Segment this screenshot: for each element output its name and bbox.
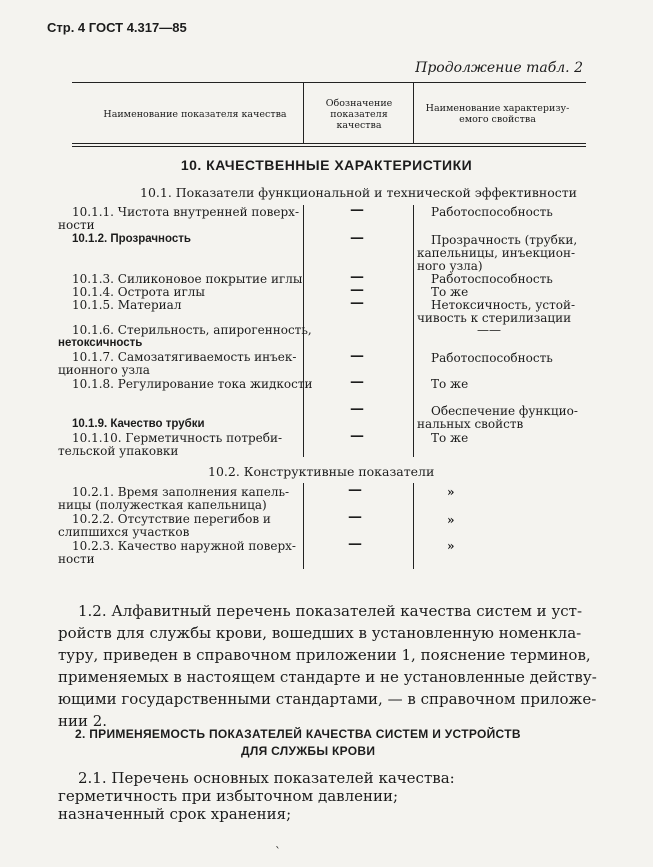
table-body-divider-4 — [413, 483, 414, 569]
row-10-2-2-text: 10.2.2. Отсутствие перегибов и — [72, 512, 271, 526]
row-10-2-2-text-cont: слипшихся участков — [58, 525, 190, 539]
row-10-2-2-property: » — [447, 513, 455, 527]
paragraph-1-2-line-6: нии 2. — [58, 712, 108, 730]
table-head-divider-1 — [303, 83, 304, 144]
row-10-1-8-text: 10.1.8. Регулирование тока жидкости — [72, 377, 313, 391]
row-10-2-2-dash: — — [348, 509, 362, 525]
paragraph-1-2-line-2: ройств для службы крови, вошедших в установленную номенкла- — [58, 624, 582, 642]
row-10-2-1-text: 10.2.1. Время заполнения капель- — [72, 485, 290, 499]
row-10-1-2-property-1: Прозрачность (трубки, — [431, 233, 578, 247]
row-10-1-4-property: То же — [431, 285, 469, 299]
row-10-2-3-text: 10.2.3. Качество наружной поверх- — [72, 539, 296, 553]
row-10-1-9-dash: — — [350, 401, 364, 417]
table-continuation-label: Продолжение табл. 2 — [415, 60, 583, 76]
row-10-1-2-property-2: капельницы, инъекцион- — [417, 246, 576, 260]
row-10-1-2-property-3: ного узла) — [417, 259, 483, 273]
paragraph-1-2-line-1: 1.2. Алфавитный перечень показателей качества систем и уст- — [78, 602, 583, 620]
row-10-1-5-dash: — — [350, 295, 364, 311]
paragraph-1-2-line-5: ющими государственными стандартами, — в справочном приложе- — [58, 690, 597, 708]
paragraph-1-2-line-3: туру, приведен в справочном приложении 1, пояснение терминов, — [58, 646, 591, 664]
paragraph-1-2-line-4: применяемых в настоящем стандарте и не установленные действу- — [58, 668, 597, 686]
row-10-1-7-dash: — — [350, 348, 364, 364]
section-2-title-line-1: 2. ПРИМЕНЯЕМОСТЬ ПОКАЗАТЕЛЕЙ КАЧЕСТВА СИСТЕМ И УСТРОЙСТВ — [75, 727, 521, 741]
table-head-rule-1 — [72, 143, 586, 144]
column-header-name: Наименование показателя качества — [103, 108, 287, 120]
row-10-1-1-dash: — — [350, 202, 364, 218]
row-10-1-1-property: Работоспособность — [431, 205, 553, 219]
section-2-1-line-1: 2.1. Перечень основных показателей качества: — [78, 769, 455, 787]
row-10-1-6-text: 10.1.6. Стерильность, апирогенность, — [72, 323, 312, 337]
row-10-1-3-dash: — — [350, 269, 364, 285]
row-10-1-1-text: 10.1.1. Чистота внутренней поверх- — [72, 205, 299, 219]
row-10-1-2-text: 10.1.2. Прозрачность — [72, 233, 191, 245]
row-10-1-7-text: 10.1.7. Самозатягиваемость инъек- — [72, 350, 297, 364]
row-10-2-1-property: » — [447, 485, 455, 499]
row-10-1-10-text-cont: тельской упаковки — [58, 444, 179, 458]
table-head-divider-2 — [413, 83, 414, 144]
row-10-1-5-property-3: —— — [477, 323, 501, 337]
row-10-1-8-property: То же — [431, 377, 469, 391]
row-10-1-6-text-cont: нетоксичность — [58, 337, 143, 349]
row-10-1-7-text-cont: ционного узла — [58, 363, 150, 377]
row-10-1-8-dash: — — [350, 374, 364, 390]
section-2-1-line-2: герметичность при избыточном давлении; — [58, 787, 399, 805]
table-body-divider-2 — [413, 205, 414, 457]
row-10-1-9-property-1: Обеспечение функцио- — [431, 404, 578, 418]
row-10-1-2-dash: — — [350, 230, 364, 246]
row-10-1-4-dash: — — [350, 282, 364, 298]
row-10-1-10-dash: — — [350, 428, 364, 444]
subsection-10-1-title: 10.1. Показатели функциональной и технической эффективности — [140, 185, 577, 200]
row-10-2-3-dash: — — [348, 536, 362, 552]
row-10-1-9-property-2: нальных свойств — [417, 417, 524, 431]
section-2-1-line-3: назначенный срок хранения; — [58, 805, 292, 823]
row-10-2-3-text-cont: ности — [58, 552, 95, 566]
page-header: Стр. 4 ГОСТ 4.317—85 — [47, 20, 187, 35]
column-header-designation: Обозначение показателя качества — [325, 97, 393, 131]
row-10-1-3-text: 10.1.3. Силиконовое покрытие иглы — [72, 272, 303, 286]
row-10-1-5-property-2: чивость к стерилизации — [417, 311, 572, 325]
section-2-title-line-2: ДЛЯ СЛУЖБЫ КРОВИ — [241, 744, 376, 758]
row-10-1-7-property: Работоспособность — [431, 351, 553, 365]
row-10-1-10-property: То же — [431, 431, 469, 445]
row-10-1-5-text: 10.1.5. Материал — [72, 298, 182, 312]
footer-mark: ` — [275, 845, 281, 859]
subsection-10-2-title: 10.2. Конструктивные показатели — [208, 464, 435, 479]
section-10-title: 10. КАЧЕСТВЕННЫЕ ХАРАКТЕРИСТИКИ — [180, 157, 473, 173]
row-10-1-4-text: 10.1.4. Острота иглы — [72, 285, 205, 299]
row-10-1-5-property-1: Нетоксичность, устой- — [431, 298, 576, 312]
row-10-1-3-property: Работоспособность — [431, 272, 553, 286]
row-10-1-9-text: 10.1.9. Качество трубки — [72, 418, 205, 430]
row-10-2-1-dash: — — [348, 482, 362, 498]
row-10-2-1-text-cont: ницы (полужесткая капельница) — [58, 498, 267, 512]
row-10-1-10-text: 10.1.10. Герметичность потреби- — [72, 431, 283, 445]
table-body-divider-3 — [303, 483, 304, 569]
table-top-rule — [72, 82, 586, 83]
row-10-1-1-text-cont: ности — [58, 218, 95, 232]
table-head-rule-2 — [72, 146, 586, 147]
column-header-property: Наименование характеризу-емого свойства — [425, 103, 570, 125]
row-10-2-3-property: » — [447, 539, 455, 553]
